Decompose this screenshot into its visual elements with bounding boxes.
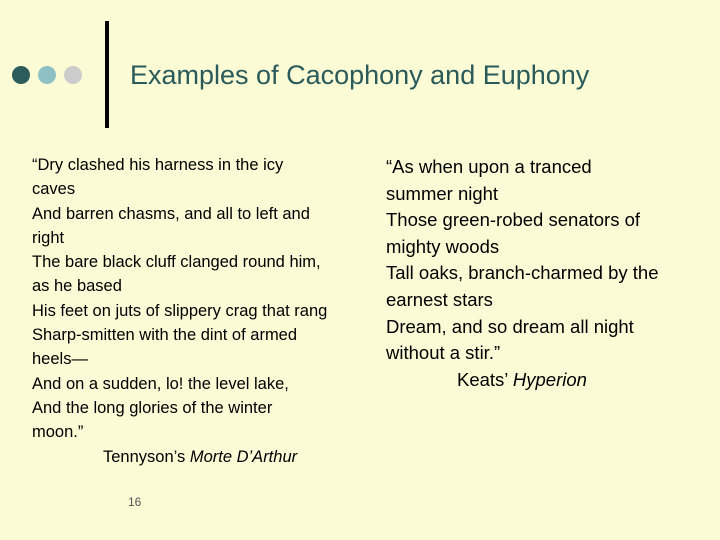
quote-line: And barren chasms, and all to left and xyxy=(32,204,310,223)
quote-line: summer night xyxy=(386,182,499,204)
quote-line: heels— xyxy=(32,350,88,369)
attribution-author: Keats’ xyxy=(457,368,513,390)
quote-line: Dream, and so dream all night xyxy=(386,315,634,337)
quote-attribution xyxy=(32,445,362,469)
decorative-dots xyxy=(12,66,82,84)
attribution-author: Tennyson’s xyxy=(103,447,190,466)
keats-quote xyxy=(386,154,706,393)
quote-line: The bare black cluff clanged round him, xyxy=(32,253,321,272)
page-number: 16 xyxy=(128,495,142,509)
attribution-work: Morte D’Arthur xyxy=(189,447,298,466)
quote-line: moon.” xyxy=(32,423,84,442)
quote-line: “Dry clashed his harness in the icy xyxy=(32,156,284,174)
slide-title: Examples of Cacophony and Euphony xyxy=(130,60,590,90)
quote-line: Sharp-smitten with the dint of armed xyxy=(32,326,298,345)
quote-line: And the long glories of the winter xyxy=(32,398,273,417)
quote-line: Tall oaks, branch-charmed by the xyxy=(386,262,659,284)
quote-line: His feet on juts of slippery crag that rang xyxy=(32,301,328,320)
quote-line: right xyxy=(32,228,65,247)
quote-line: earnest stars xyxy=(386,288,493,310)
quote-line: mighty woods xyxy=(386,235,500,257)
quote-line: without a stir.” xyxy=(386,342,501,364)
quote-line: “As when upon a tranced xyxy=(386,156,592,177)
quote-line: as he based xyxy=(32,277,122,296)
title-divider xyxy=(105,21,109,128)
dot-gray xyxy=(64,66,82,84)
tennyson-quote xyxy=(32,153,362,469)
dot-dark xyxy=(12,66,30,84)
attribution-work: Hyperion xyxy=(512,368,587,390)
quote-line: And on a sudden, lo! the level lake, xyxy=(32,374,289,393)
quote-attribution xyxy=(386,367,706,394)
quote-line: caves xyxy=(32,180,76,199)
quote-line: Those green-robed senators of xyxy=(386,209,641,231)
dot-light xyxy=(38,66,56,84)
